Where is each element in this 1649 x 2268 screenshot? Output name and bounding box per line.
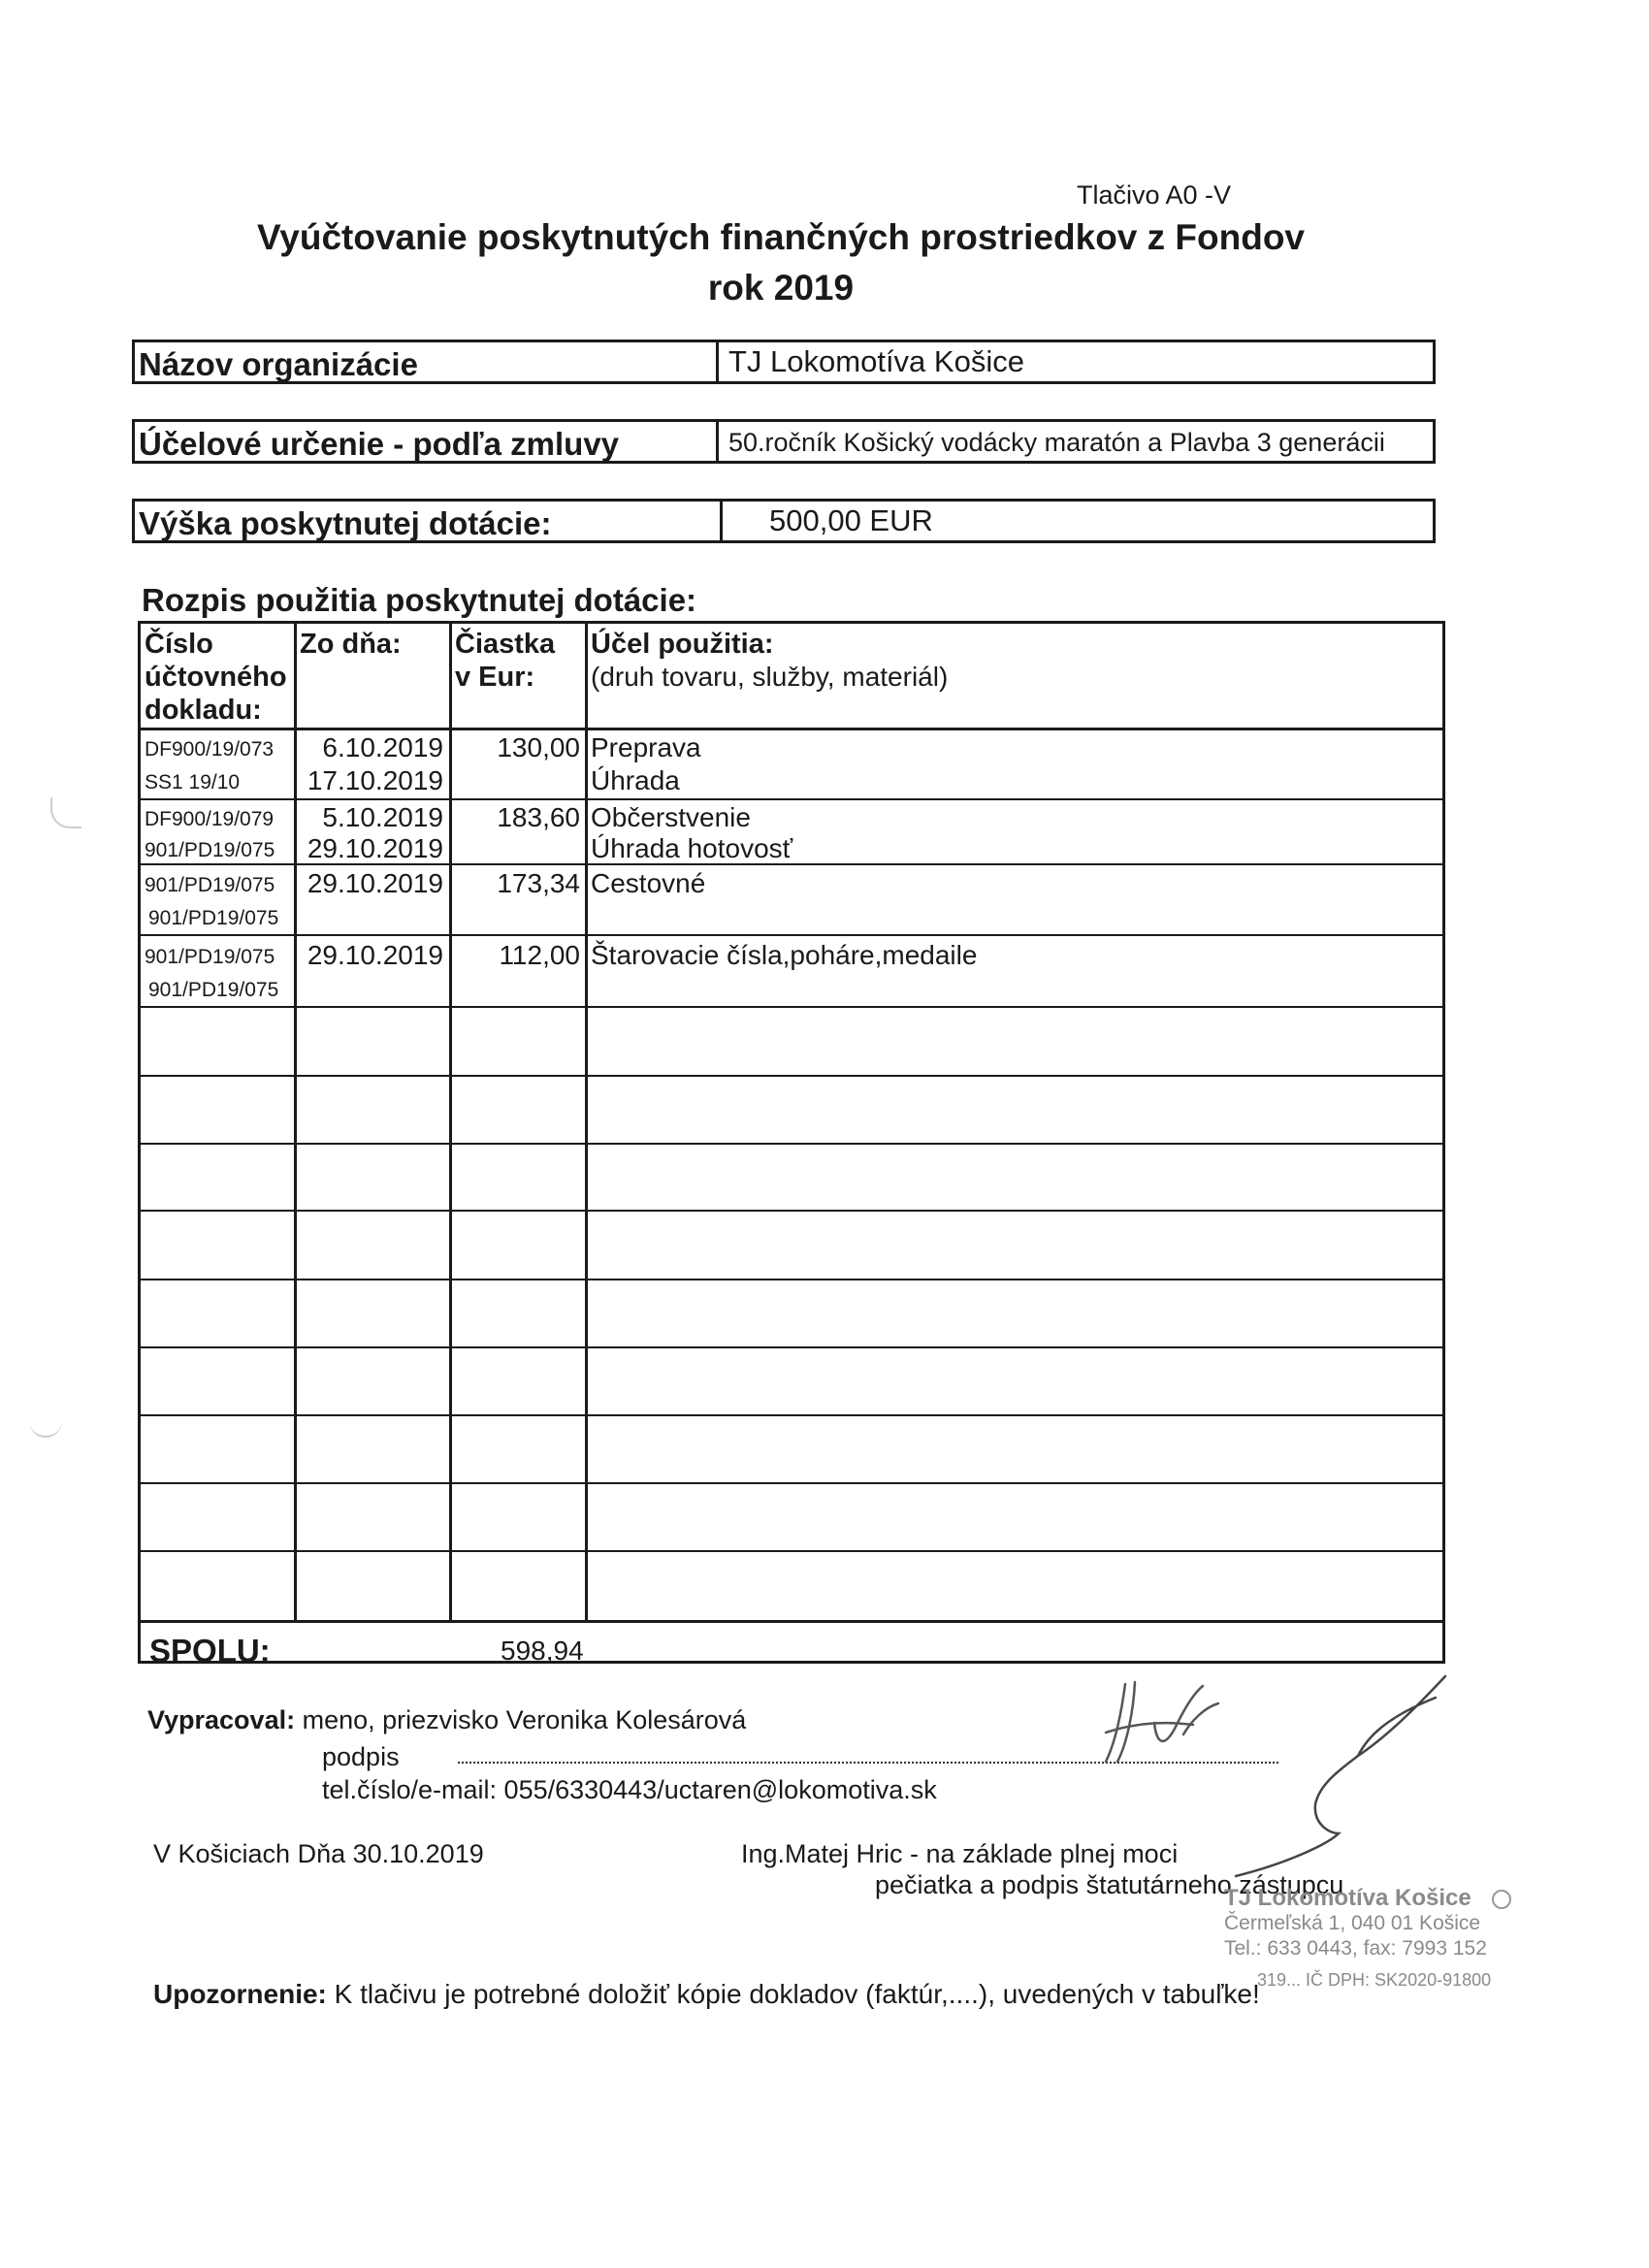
row-doc-number: 901/PD19/075 xyxy=(148,979,279,1001)
prepared-by-label: Vypracoval: xyxy=(147,1705,296,1734)
table-vline xyxy=(585,624,588,1622)
representative-caption: pečiatka a podpis štatutárneho zástupcu xyxy=(875,1870,1344,1899)
row-doc-number: DF900/19/079 xyxy=(145,808,275,830)
warning-text: K tlačivu je potrebné doložiť kópie dokladov (faktúr,....), uvedených v tabuľke! xyxy=(334,1979,1260,2009)
grant-amount-value: 500,00 EUR xyxy=(769,503,933,537)
prepared-by-line xyxy=(147,1705,746,1735)
table-hline xyxy=(141,1620,1442,1623)
row-amount: 130,00 xyxy=(497,732,580,762)
grant-amount-label: Výška poskytnutej dotácie: xyxy=(135,502,723,540)
scan-artifact xyxy=(50,797,81,828)
row-doc-number: SS1 19/10 xyxy=(145,771,241,794)
row-date: 29.10.2019 xyxy=(307,940,443,970)
purpose-value: 50.ročník Košický vodácky maratón a Plavba 3 generácii xyxy=(728,428,1385,457)
total-label: SPOLU: xyxy=(149,1633,271,1669)
organization-value: TJ Lokomotíva Košice xyxy=(728,344,1024,378)
row-purpose: Cestovné xyxy=(591,868,706,898)
table-hline xyxy=(141,1143,1442,1145)
warning-note xyxy=(153,1979,1260,2010)
prepared-by-name: meno, priezvisko Veronika Kolesárová xyxy=(302,1705,747,1734)
row-date: 17.10.2019 xyxy=(307,765,443,795)
table-hline xyxy=(141,1075,1442,1077)
table-hline xyxy=(141,798,1442,800)
row-purpose: Preprava xyxy=(591,732,701,762)
organization-stamp: TJ Lokomotíva Košice Čermeľská 1, 040 01 Košice Tel.: 633 0443, fax: 7993 152 xyxy=(1224,1885,1487,1960)
purpose-row xyxy=(132,419,1436,464)
row-purpose: Občerstvenie xyxy=(591,802,751,832)
row-purpose: Úhrada hotovosť xyxy=(591,833,793,863)
header-date: Zo dňa: xyxy=(300,629,402,660)
grant-amount-row xyxy=(132,499,1436,543)
table-hline xyxy=(141,1006,1442,1008)
row-date: 29.10.2019 xyxy=(307,868,443,898)
row-amount: 183,60 xyxy=(497,802,580,832)
signature-label: podpis xyxy=(322,1742,400,1771)
form-code: Tlačivo A0 -V xyxy=(1077,180,1232,210)
scan-artifact xyxy=(29,1416,62,1438)
header-purpose: Účel použitia: (druh tovaru, služby, materiál) xyxy=(591,629,949,692)
table-vline xyxy=(449,624,452,1622)
row-amount: 173,34 xyxy=(497,868,580,898)
section-title: Rozpis použitia poskytnutej dotácie: xyxy=(142,582,697,618)
row-doc-number: DF900/19/073 xyxy=(145,738,275,761)
usage-table xyxy=(138,621,1445,1664)
table-hline xyxy=(141,1346,1442,1348)
warning-label: Upozornenie: xyxy=(153,1979,327,2009)
row-amount: 112,00 xyxy=(499,940,580,970)
place-date: V Košiciach Dňa 30.10.2019 xyxy=(153,1839,484,1868)
row-purpose: Úhrada xyxy=(591,765,680,795)
header-amount: Čiastka v Eur: xyxy=(455,629,556,693)
purpose-label: Účelové určenie - podľa zmluvy xyxy=(135,422,719,461)
row-doc-number: 901/PD19/075 xyxy=(145,946,275,968)
row-date: 5.10.2019 xyxy=(322,802,443,832)
table-hline xyxy=(141,728,1442,730)
representative-line: Ing.Matej Hric - na základe plnej moci xyxy=(741,1839,1179,1868)
table-hline xyxy=(141,1550,1442,1552)
total-value: 598,94 xyxy=(501,1636,584,1666)
document-year: rok 2019 xyxy=(707,268,855,308)
table-hline xyxy=(141,1279,1442,1280)
contact-info: tel.číslo/e-mail: 055/6330443/uctaren@lokomotiva.sk xyxy=(322,1775,937,1804)
header-doc-number: Číslo účtovného dokladu: xyxy=(145,629,287,726)
row-doc-number: 901/PD19/075 xyxy=(148,907,279,929)
preparer-signature xyxy=(1096,1665,1232,1771)
table-hline xyxy=(141,1210,1442,1212)
circle-mark-icon xyxy=(1492,1890,1511,1909)
representative-signature xyxy=(1222,1669,1455,1892)
row-purpose: Štarovacie čísla,poháre,medaile xyxy=(591,940,978,970)
organization-label: Názov organizácie xyxy=(135,342,719,381)
table-hline xyxy=(141,1482,1442,1484)
row-doc-number: 901/PD19/075 xyxy=(145,874,275,896)
row-date: 6.10.2019 xyxy=(322,732,443,762)
row-doc-number: 901/PD19/075 xyxy=(145,839,275,861)
table-hline xyxy=(141,1414,1442,1416)
table-hline xyxy=(141,934,1442,936)
stamp-tax-id: 319... IČ DPH: SK2020-91800 xyxy=(1257,1970,1492,1990)
document-title: Vyúčtovanie poskytnutých finančných prostriedkov z Fondov xyxy=(256,217,1306,257)
row-date: 29.10.2019 xyxy=(307,833,443,863)
organization-row xyxy=(132,340,1436,384)
